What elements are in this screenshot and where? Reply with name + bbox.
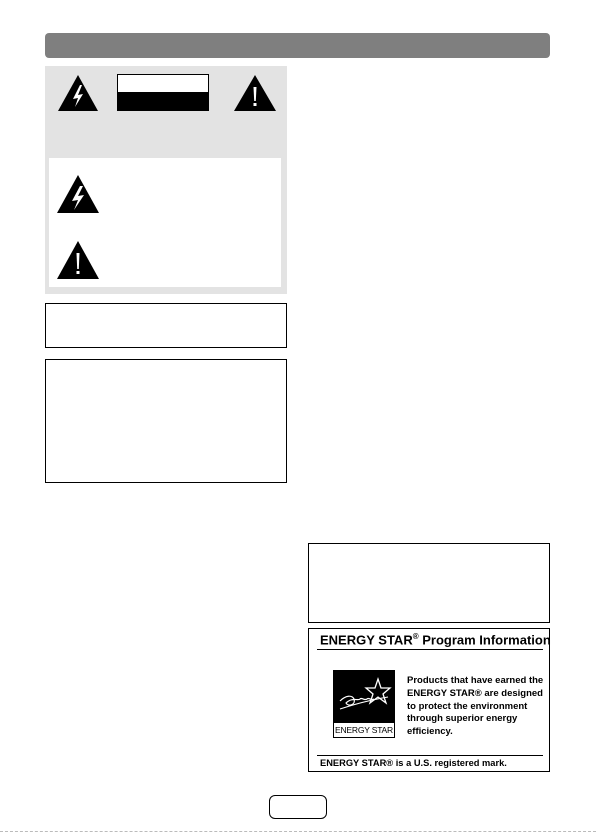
- energy-star-logo-caption: ENERGY STAR: [335, 725, 393, 735]
- section-header-bar: [45, 33, 550, 58]
- energy-star-logo: [333, 670, 395, 738]
- energy-star-info-box: [308, 628, 550, 772]
- divider: [317, 649, 543, 650]
- lightning-warning-icon: [57, 74, 99, 112]
- warning-box: [45, 359, 287, 483]
- energy-star-footer: ENERGY STAR® is a U.S. registered mark.: [320, 758, 507, 768]
- page-number-tab: [269, 795, 327, 819]
- energy-star-logo-icon: [334, 671, 394, 723]
- energy-star-description: Products that have earned the ENERGY STAR® are designed to protect the environment through superior energy efficiency.: [407, 675, 544, 738]
- energy-star-title: ENERGY STAR® Program Information: [320, 632, 551, 648]
- crop-marks: [0, 831, 596, 832]
- divider: [317, 755, 543, 756]
- exclamation-warning-icon: [233, 74, 277, 112]
- lightning-warning-icon: [56, 174, 100, 214]
- exclamation-warning-icon: [56, 240, 100, 280]
- notice-box: [45, 303, 287, 348]
- notice-box: [308, 543, 550, 623]
- caution-label-box: [117, 74, 209, 111]
